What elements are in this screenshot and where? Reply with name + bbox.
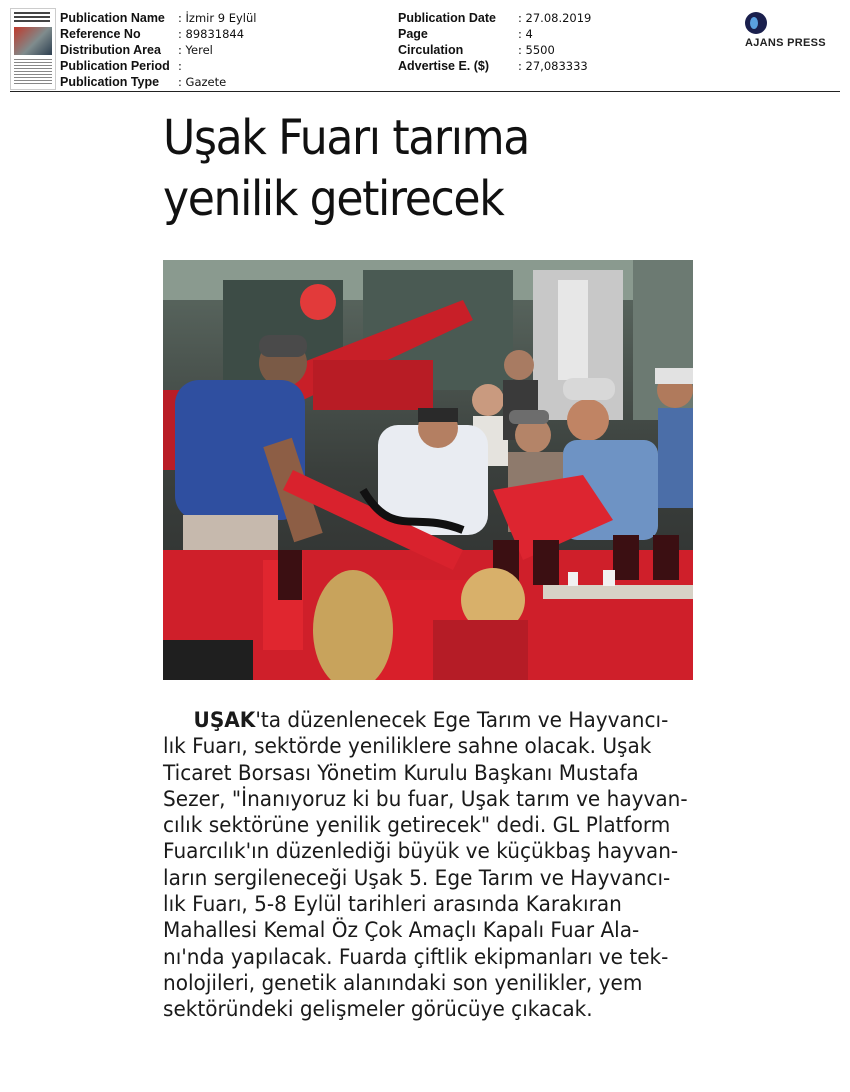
body-line: sektöründeki gelişmeler görücüye çıkacak. [163,997,593,1022]
body-line: cılık sektörüne yenilik getirecek" dedi. GL Platform [163,813,671,838]
meta-label: Advertise E. ($) [398,59,490,73]
body-line: Mahallesi Kemal Öz Çok Amaçlı Kapalı Fuar Ala- [163,918,640,943]
meta-value: : İzmir 9 Eylül [178,11,257,25]
meta-label: Publication Date [398,11,496,25]
article-body [163,707,688,1023]
meta-value: : 27,083333 [518,59,588,73]
logo-text: AJANS PRESS [745,37,826,49]
meta-row-publication-date [398,10,591,26]
meta-row-publication-period [60,58,256,74]
meta-row-page [398,26,591,42]
meta-row-reference-no [60,26,256,42]
meta-row-advertise-equivalent [398,58,591,74]
meta-label: Publication Type [60,75,160,89]
meta-row-publication-name [60,10,256,26]
headline-line: yenilik getirecek [163,171,504,227]
page-thumbnail [10,8,56,90]
body-line: nolojileri, genetik alanındaki son yenilikler, yem [163,970,643,995]
meta-value: : [178,59,182,73]
body-line: Ticaret Borsası Yönetim Kurulu Başkanı Mustafa [163,760,639,785]
meta-row-publication-type [60,74,256,90]
body-line-first [163,707,679,733]
body-line: lık Fuarı, sektörde yeniliklere sahne olacak. Uşak [163,734,652,759]
body-line: Fuarcılık'ın düzenlediği büyük ve küçükbaş hayvan- [163,839,679,864]
publication-info-right [398,10,591,74]
lead-word: UŞAK [193,708,256,732]
meta-label: Circulation [398,43,464,57]
meta-label: Page [398,27,428,41]
body-line-first-rest: 'ta düzenlenecek Ege Tarım ve Hayvancı- [255,708,669,732]
article-headline [163,108,678,230]
body-line: nı'nda yapılacak. Fuarda çiftlik ekipmanları ve tek- [163,944,669,969]
ajans-press-logo-icon [745,12,767,34]
meta-label: Reference No [60,27,141,41]
clipping-header [0,0,850,92]
body-line: Sezer, "İnanıyoruz ki bu fuar, Uşak tarım ve hayvan- [163,786,688,811]
meta-value: : 4 [518,27,533,41]
meta-value: : 5500 [518,43,555,57]
headline-line: Uşak Fuarı tarıma [163,110,529,166]
meta-value: : 89831844 [178,27,245,41]
header-divider [10,91,840,92]
meta-label: Distribution Area [60,43,161,57]
meta-label: Publication Name [60,11,165,25]
meta-label: Publication Period [60,59,170,73]
ajans-press-logo [742,10,842,50]
article-photo [163,260,693,680]
meta-value: : 27.08.2019 [518,11,592,25]
meta-row-distribution-area [60,42,256,58]
publication-info-left [60,10,256,90]
meta-value: : Yerel [178,43,213,57]
body-line: ların sergileneceği Uşak 5. Ege Tarım ve Hayvancı- [163,865,671,890]
body-line: lık Fuarı, 5-8 Eylül tarihleri arasında Karakıran [163,892,622,917]
meta-row-circulation [398,42,591,58]
meta-value: : Gazete [178,75,227,89]
